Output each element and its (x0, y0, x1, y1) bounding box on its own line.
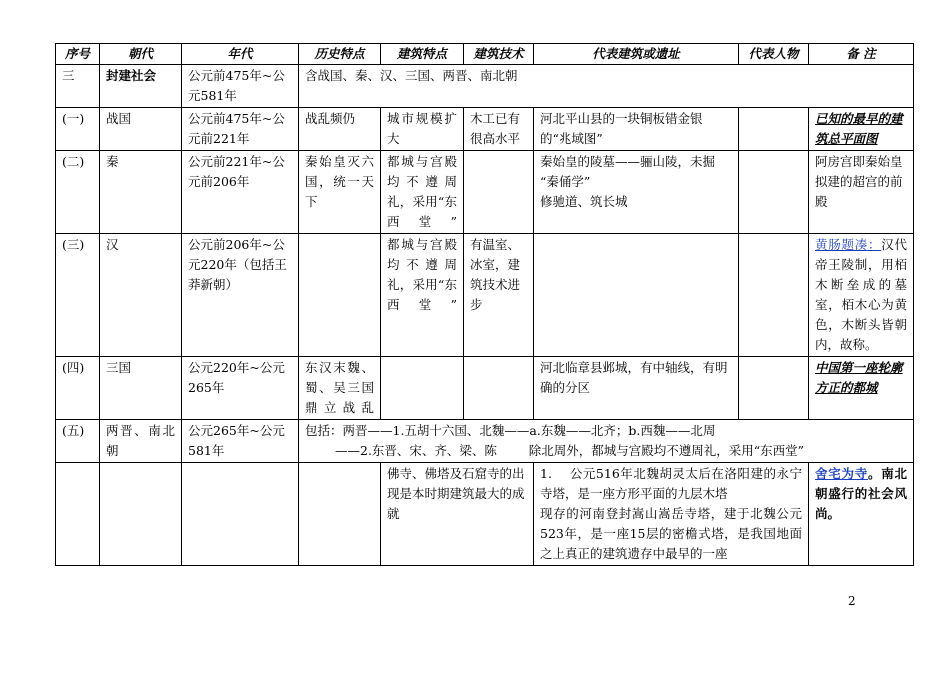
note-text: 。南北朝盛行的社会风尚。 (815, 466, 907, 521)
history-cell (299, 234, 381, 357)
dynasty-cell (100, 463, 182, 566)
site-line: 秦始皇的陵墓——骊山陵，未掘 (540, 154, 716, 169)
seq-cell: (五) (56, 420, 100, 463)
header-cell: 备 注 (809, 44, 914, 65)
era-cell: 公元前221年~公元前206年 (182, 151, 299, 234)
arch-cell: 佛寺、佛塔及石窟寺的出现是本时期建筑最大的成就 (381, 463, 534, 566)
site-cell: 河北临章县邺城，有中轴线，有明确的分区 (534, 357, 739, 420)
architecture-history-table (55, 43, 914, 566)
term-link[interactable]: 舍宅为寺 (815, 466, 868, 481)
note-cell (809, 463, 914, 566)
tech-cell (464, 151, 534, 234)
era-cell: 公元前475年~公元581年 (182, 65, 299, 108)
arch-cell (381, 357, 464, 420)
summary-cell (299, 420, 914, 463)
summary-line: ——2.东晋、宋、齐、梁、陈 除北周外，都城与宫殿均不遵周礼，采用“东西堂” (335, 443, 804, 458)
era-cell: 公元前206年~公元220年（包括王莽新朝） (182, 234, 299, 357)
summary-cell: 含战国、秦、汉、三国、两晋、南北朝 (299, 65, 914, 108)
site-line: 修驰道、筑长城 (540, 194, 628, 209)
history-cell: 战乱频仍 (299, 108, 381, 151)
site-line: “秦俑学” (540, 174, 591, 189)
table-row (56, 234, 914, 357)
history-cell: 东汉末魏、蜀、吴三国鼎立战乱 (299, 357, 381, 420)
table-row (56, 357, 914, 420)
dynasty-cell: 秦 (100, 151, 182, 234)
header-row (56, 44, 914, 65)
history-cell (299, 463, 381, 566)
header-cell: 历史特点 (299, 44, 381, 65)
dynasty-cell: 汉 (100, 234, 182, 357)
arch-cell: 都城与宫殿均不遵周礼，采用“东西堂” (381, 151, 464, 234)
list-number: 1. (540, 466, 552, 481)
header-cell: 建筑技术 (464, 44, 534, 65)
seq-cell: (四) (56, 357, 100, 420)
tech-cell: 有温室、冰室，建筑技术进步 (464, 234, 534, 357)
note-cell (809, 234, 914, 357)
header-cell: 序号 (56, 44, 100, 65)
table-row (56, 420, 914, 463)
seq-cell: 三 (56, 65, 100, 108)
term-link[interactable]: 黄肠题凑： (815, 237, 882, 252)
tech-cell: 木工已有很高水平 (464, 108, 534, 151)
era-cell: 公元265年~公元581年 (182, 420, 299, 463)
site-line: 公元516年北魏胡灵太后在洛阳建的永宁寺塔，是一座方形平面的九层木塔 (540, 466, 802, 501)
header-cell: 建筑特点 (381, 44, 464, 65)
table-row (56, 65, 914, 108)
site-cell (534, 151, 739, 234)
seq-cell: (二) (56, 151, 100, 234)
dynasty-cell: 战国 (100, 108, 182, 151)
header-cell: 年代 (182, 44, 299, 65)
seq-cell: (一) (56, 108, 100, 151)
summary-line: 包括：两晋——1.五胡十六国、北魏——a.东魏——北齐；b.西魏——北周 (305, 423, 716, 438)
seq-cell (56, 463, 100, 566)
era-cell: 公元220年~公元265年 (182, 357, 299, 420)
note-cell (809, 108, 914, 151)
site-cell (534, 234, 739, 357)
tech-cell (464, 357, 534, 420)
dynasty-cell: 两晋、南北朝 (100, 420, 182, 463)
note-text: 已知的最早的建筑总平面图 (815, 111, 903, 146)
header-cell: 代表建筑或遗址 (534, 44, 739, 65)
note-cell (809, 357, 914, 420)
person-cell (739, 234, 809, 357)
person-cell (739, 108, 809, 151)
site-cell (534, 463, 809, 566)
person-cell (739, 357, 809, 420)
table-row (56, 463, 914, 566)
arch-cell: 城市规模扩大 (381, 108, 464, 151)
history-cell: 秦始皇灭六国，统一天下 (299, 151, 381, 234)
site-cell: 河北平山县的一块铜板错金银的“兆域图” (534, 108, 739, 151)
dynasty-cell: 封建社会 (100, 65, 182, 108)
person-cell (739, 151, 809, 234)
header-cell: 朝代 (100, 44, 182, 65)
page-number: 2 (848, 594, 856, 608)
seq-cell: (三) (56, 234, 100, 357)
site-line: 现存的河南登封嵩山嵩岳寺塔，建于北魏公元523年，是一座15层的密檐式塔，是我国地面之上真正的建筑遗存中最早的一座 (540, 506, 802, 561)
table-row (56, 151, 914, 234)
note-cell: 阿房宫即秦始皇拟建的超宫的前殿 (809, 151, 914, 234)
header-cell: 代表人物 (739, 44, 809, 65)
note-text: 汉代帝王陵制，用栢木断垒成的墓室，栢木心为黄色，木断头皆朝内，故称。 (815, 237, 907, 352)
note-text: 中国第一座轮廓方正的都城 (815, 360, 903, 395)
arch-cell: 都城与宫殿均不遵周礼，采用“东西堂” (381, 234, 464, 357)
era-cell (182, 463, 299, 566)
table-row (56, 108, 914, 151)
era-cell: 公元前475年~公元前221年 (182, 108, 299, 151)
dynasty-cell: 三国 (100, 357, 182, 420)
